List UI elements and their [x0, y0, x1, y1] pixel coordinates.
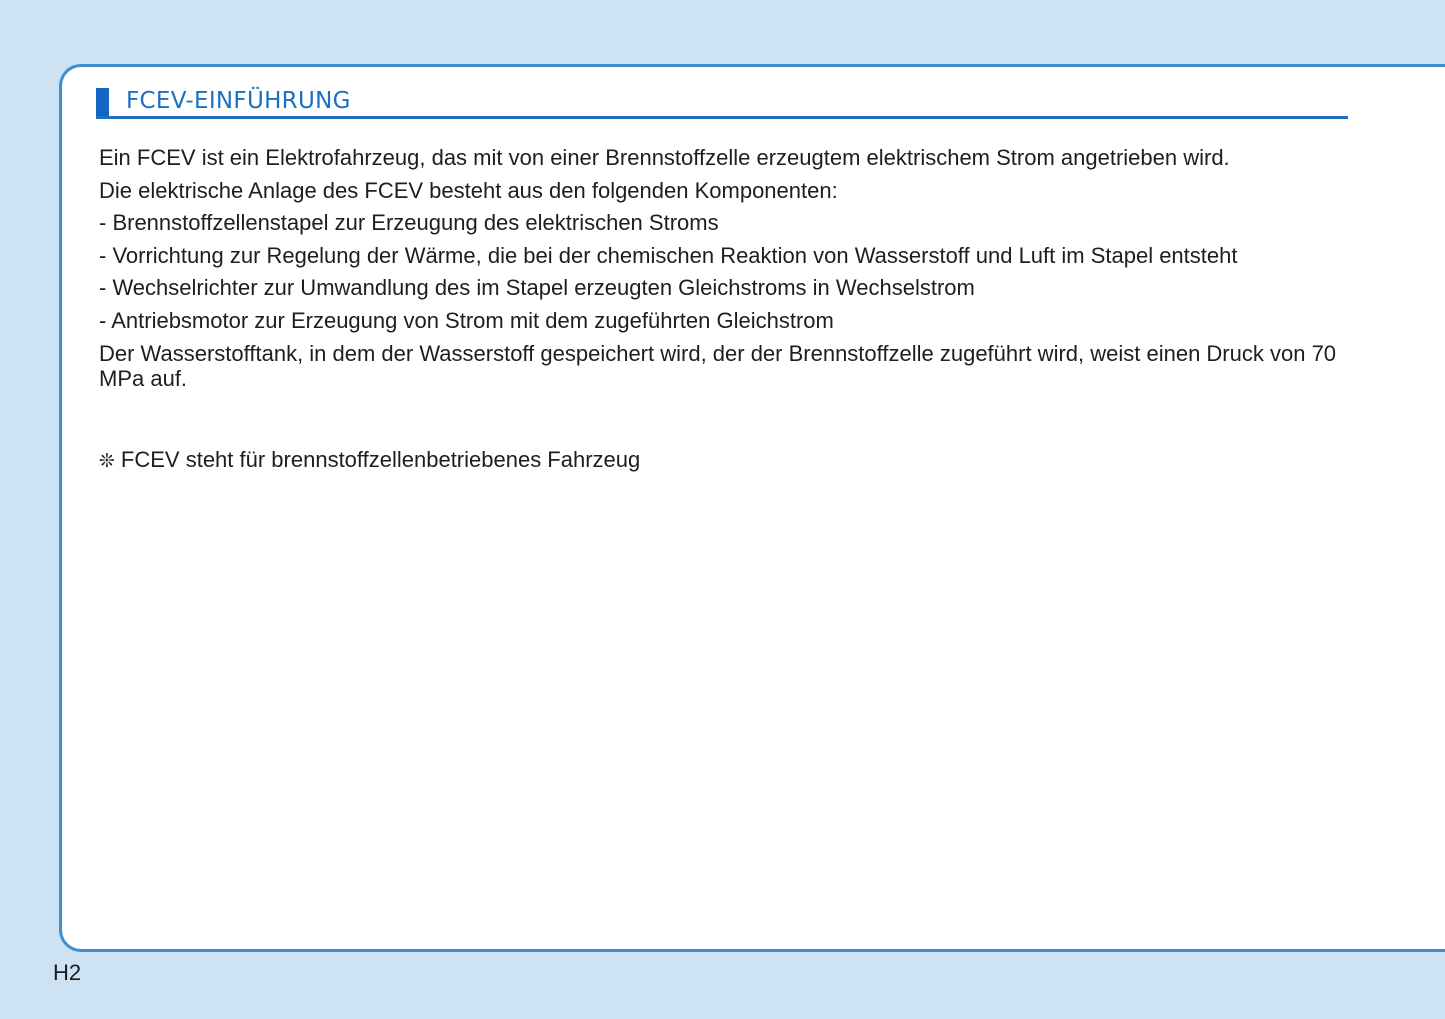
heading-marker-bar	[96, 88, 109, 116]
asterisk-note-icon: ❊	[99, 450, 115, 472]
page-number: H2	[53, 960, 82, 985]
section-heading	[96, 86, 1348, 119]
list-item: - Vorrichtung zur Regelung der Wärme, die bei der chemischen Reaktion von Wasserstoff und Luft im Stapel entsteht	[99, 242, 1238, 268]
footnote-text: FCEV steht für brennstoffzellenbetriebenes Fahrzeug	[120, 447, 641, 472]
section-title: FCEV-EINFÜHRUNG	[126, 88, 351, 114]
list-item: - Brennstoffzellenstapel zur Erzeugung des elektrischen Stroms	[99, 210, 719, 235]
tank-paragraph: Der Wasserstofftank, in dem der Wasserstoff gespeichert wird, der der Brennstoffzelle zugeführt wird, weist einen Druck von 70 MPa auf.	[99, 341, 1337, 391]
body-text	[99, 142, 1359, 391]
footnote	[99, 444, 640, 477]
list-item: - Wechselrichter zur Umwandlung des im Stapel erzeugten Gleichstroms in Wechselstrom	[99, 275, 975, 300]
list-item: - Antriebsmotor zur Erzeugung von Strom mit dem zugeführten Gleichstrom	[99, 307, 834, 333]
intro-sentence: Ein FCEV ist ein Elektrofahrzeug, das mit von einer Brennstoffzelle erzeugtem elektrischem Strom angetrieben wird.	[99, 145, 1230, 170]
components-intro: Die elektrische Anlage des FCEV besteht aus den folgenden Komponenten:	[99, 177, 838, 203]
